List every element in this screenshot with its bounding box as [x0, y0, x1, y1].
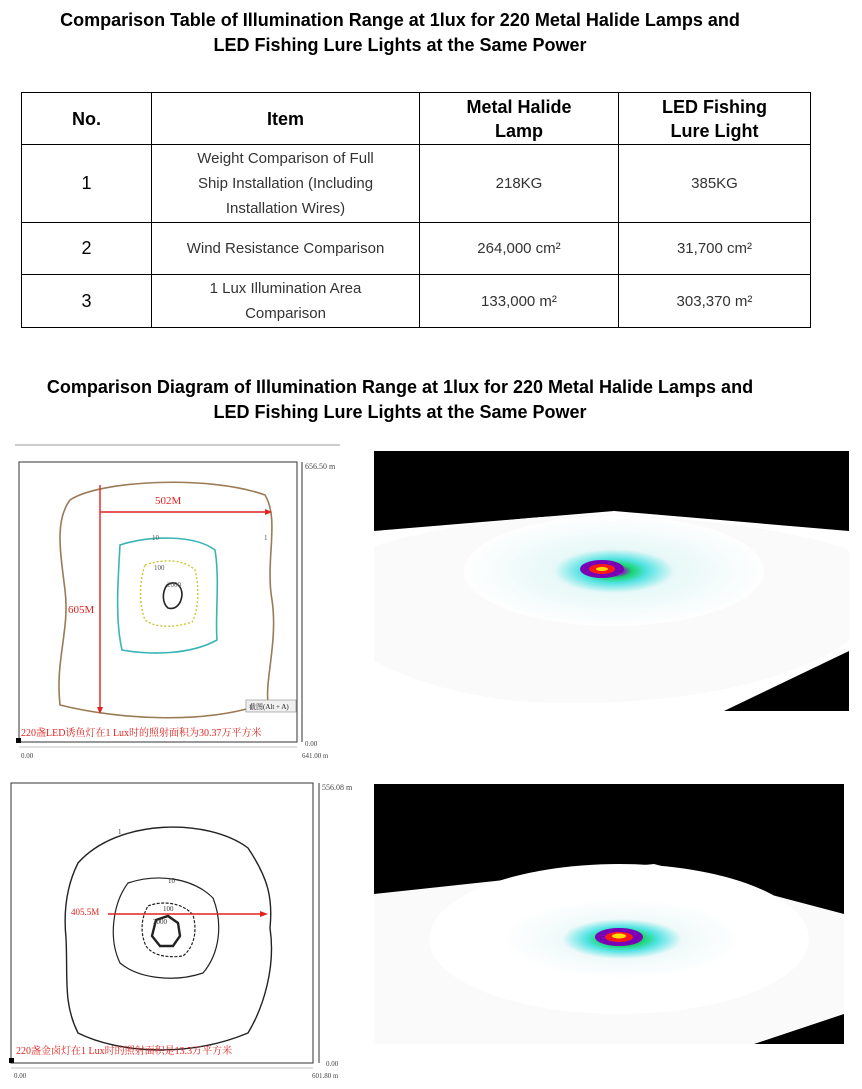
mh-caption: 220盏金卤灯在1 Lux时的照射面积是13.3万平方米: [16, 1046, 233, 1057]
cell-led: 303,370 m²: [619, 275, 811, 328]
led-label-10: 10: [152, 534, 159, 542]
table-title-line-1: Comparison Table of Illumination Range at 1lux for 220 Metal Halide Lamps and: [60, 10, 740, 30]
cell-metal-halide: 264,000 cm²: [420, 223, 619, 275]
table-title: [0, 8, 800, 58]
diagram-title-line-2: LED Fishing Lure Lights at the Same Power: [213, 402, 587, 422]
table-header-row: [22, 93, 811, 145]
mh-contour-10: [113, 878, 218, 978]
header-item: Item: [152, 93, 420, 145]
led-top-right-value: 656.50 m: [305, 462, 336, 471]
mh-origin-left: 0.00: [14, 1072, 27, 1080]
mh-width-label: 405.5M: [71, 907, 100, 917]
led-height-label: 605M: [68, 604, 95, 616]
led-shortcut-label: 截图(Alt + A): [249, 703, 289, 711]
mh-label-1: 1: [118, 828, 122, 836]
led-origin-right: 0.00: [305, 740, 318, 748]
led-isolux-plot: [10, 440, 360, 765]
cell-no: 2: [22, 223, 152, 275]
cell-item: Wind Resistance Comparison: [152, 223, 420, 275]
mh-label-10: 10: [168, 877, 175, 885]
cell-led: 31,700 cm²: [619, 223, 811, 275]
led-contour-1: [59, 482, 274, 717]
led-label-100: 100: [154, 564, 165, 572]
led-x-max: 641.00 m: [302, 752, 329, 760]
led-width-label: 502M: [155, 495, 182, 507]
cell-metal-halide: 218KG: [420, 145, 619, 223]
diagram-title: [0, 375, 800, 425]
mh-top-right-value: 556.08 m: [322, 783, 353, 792]
cell-metal-halide: 133,000 m²: [420, 275, 619, 328]
cell-item: 1 Lux Illumination Area Comparison: [152, 275, 420, 328]
table-row: [22, 145, 811, 223]
mh-origin-right: 0.00: [326, 1060, 339, 1068]
led-contour-10: [118, 538, 218, 653]
metal-halide-3d-render: [374, 784, 844, 1044]
header-no: No.: [22, 93, 152, 145]
led-label-2000: 2000: [167, 581, 181, 589]
header-metal-halide: Metal Halide Lamp: [420, 93, 619, 145]
table-row: [22, 223, 811, 275]
led-contour-100: [140, 561, 197, 626]
led-label-1: 1: [264, 534, 268, 542]
table-title-line-2: LED Fishing Lure Lights at the Same Power: [213, 35, 587, 55]
mh-label-100: 100: [163, 905, 174, 913]
header-led: LED Fishing Lure Light: [619, 93, 811, 145]
metal-halide-isolux-plot: [8, 778, 358, 1083]
cell-no: 1: [22, 145, 152, 223]
cell-led: 385KG: [619, 145, 811, 223]
table-row: [22, 275, 811, 328]
mh-label-3000: 3000: [153, 918, 167, 926]
mh-x-max: 601.80 m: [312, 1072, 339, 1080]
diagram-title-line-1: Comparison Diagram of Illumination Range at 1lux for 220 Metal Halide Lamps and: [46, 377, 754, 397]
mh-contour-1: [65, 827, 271, 1050]
led-3d-render: [374, 451, 849, 711]
cell-item: Weight Comparison of Full Ship Installation (Including Installation Wires): [152, 145, 420, 223]
led-caption: 220盏LED诱鱼灯在1 Lux时的照射面积为30.37万平方米: [21, 728, 262, 739]
cell-no: 3: [22, 275, 152, 328]
led-origin-left: 0.00: [21, 752, 34, 760]
comparison-table: [21, 92, 811, 328]
